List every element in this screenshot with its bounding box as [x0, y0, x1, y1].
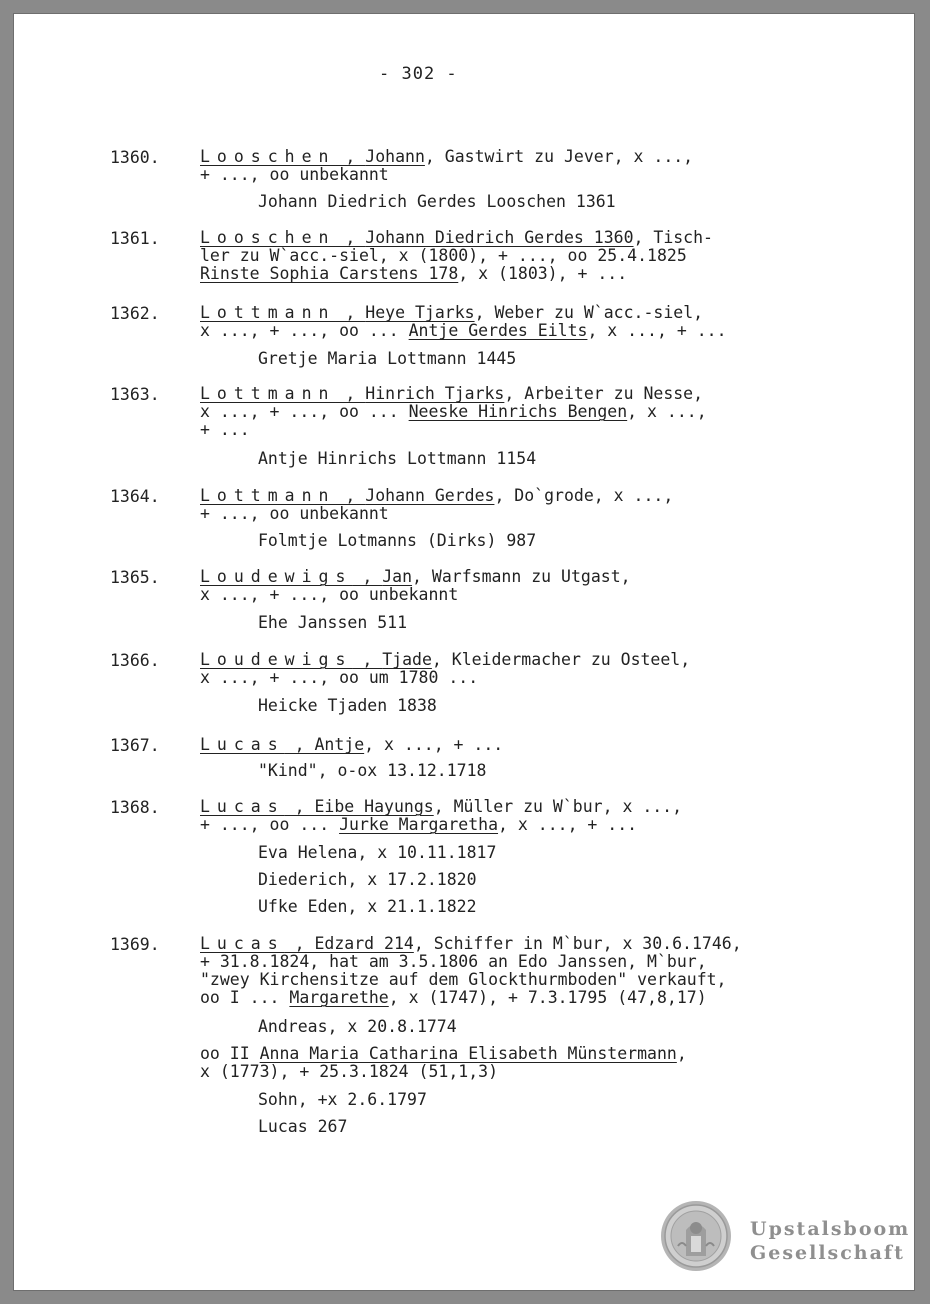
surname: Lucas: [200, 735, 285, 754]
entry-number: 1368.: [110, 798, 160, 817]
entry-line: x (1773), + 25.3.1824 (51,1,3): [200, 1062, 499, 1081]
entry-line: Looschen , Johann Diedrich Gerdes 1360, Tisch-: [200, 228, 713, 247]
child: "Kind", o-ox 13.12.1718: [258, 761, 487, 780]
entry-number: 1366.: [110, 651, 160, 670]
surname: Lottmann: [200, 486, 336, 505]
child: Ehe Janssen 511: [258, 613, 408, 632]
entry-line: x ..., + ..., oo unbekannt: [200, 585, 459, 604]
spouse-name: Antje Gerdes Eilts: [408, 321, 588, 340]
entry-number: 1363.: [110, 385, 160, 404]
given-name: Johann: [365, 147, 425, 166]
given-name: Johann Gerdes: [365, 486, 495, 505]
given-name: Edzard 214: [314, 934, 414, 953]
child: Antje Hinrichs Lottmann 1154: [258, 449, 537, 468]
surname: Lucas: [200, 934, 285, 953]
society-seal-icon: [660, 1200, 732, 1272]
entry-number: 1364.: [110, 487, 160, 506]
given-name: Antje: [314, 735, 365, 754]
spouse-name: Jurke Margaretha: [339, 815, 499, 834]
second-marriage-line: oo II Anna Maria Catharina Elisabeth Münstermann,: [200, 1044, 687, 1063]
entry-line: + 31.8.1824, hat am 3.5.1806 an Edo Janssen, M`bur,: [200, 952, 707, 971]
surname: Looschen: [200, 228, 336, 247]
child: Lucas 267: [258, 1117, 348, 1136]
entry-line: ler zu W`acc.-siel, x (1800), + ..., oo 25.4.1825: [200, 246, 687, 265]
entry-line: oo I ... Margarethe, x (1747), + 7.3.1795 (47,8,17): [200, 988, 707, 1007]
spouse-name: Rinste Sophia Carstens 178: [200, 264, 459, 283]
spouse-name: Margarethe: [289, 988, 389, 1007]
document-page: [14, 14, 914, 1290]
genealogy-text: [14, 14, 914, 1290]
spouse-name: Neeske Hinrichs Bengen: [408, 402, 628, 421]
entry-line: Loudewigs , Jan, Warfsmann zu Utgast,: [200, 567, 631, 586]
entry-number: 1367.: [110, 736, 160, 755]
entry-line: + ..., oo unbekannt: [200, 504, 389, 523]
given-name: Eibe Hayungs: [314, 797, 434, 816]
entry-line: Loudewigs , Tjade, Kleidermacher zu Osteel,: [200, 650, 691, 669]
child: Andreas, x 20.8.1774: [258, 1017, 457, 1036]
entry-line: x ..., + ..., oo ... Neeske Hinrichs Bengen, x ...,: [200, 402, 707, 421]
entry-line: Lucas , Edzard 214, Schiffer in M`bur, x 30.6.1746,: [200, 934, 742, 953]
child: Sohn, +x 2.6.1797: [258, 1090, 427, 1109]
entry-line: Rinste Sophia Carstens 178, x (1803), + ...: [200, 264, 628, 283]
entry-line: Lottmann , Heye Tjarks, Weber zu W`acc.-siel,: [200, 303, 704, 322]
entry-number: 1362.: [110, 304, 160, 323]
entry-line: "zwey Kirchensitze auf dem Glockthurmboden" verkauft,: [200, 970, 727, 989]
given-name: Heye Tjarks: [365, 303, 475, 322]
child: Folmtje Lotmanns (Dirks) 987: [258, 531, 537, 550]
given-name: Hinrich Tjarks: [365, 384, 505, 403]
given-name: Johann Diedrich Gerdes 1360: [365, 228, 634, 247]
child: Diederich, x 17.2.1820: [258, 870, 477, 889]
child: Johann Diedrich Gerdes Looschen 1361: [258, 192, 616, 211]
surname: Lucas: [200, 797, 285, 816]
surname: Lottmann: [200, 303, 336, 322]
entry-number: 1369.: [110, 935, 160, 954]
entry-line: Lottmann , Johann Gerdes, Do`grode, x ...,: [200, 486, 674, 505]
entry-number: 1365.: [110, 568, 160, 587]
surname: Lottmann: [200, 384, 336, 403]
child: Ufke Eden, x 21.1.1822: [258, 897, 477, 916]
given-name: Tjade: [382, 650, 432, 669]
surname: Loudewigs: [200, 567, 353, 586]
entry-line: Lottmann , Hinrich Tjarks, Arbeiter zu Nesse,: [200, 384, 704, 403]
entry-line: x ..., + ..., oo um 1780 ...: [200, 668, 479, 687]
surname: Looschen: [200, 147, 336, 166]
child: Eva Helena, x 10.11.1817: [258, 843, 497, 862]
child: Heicke Tjaden 1838: [258, 696, 437, 715]
entry-number: 1360.: [110, 148, 160, 167]
surname: Loudewigs: [200, 650, 353, 669]
entry-line: x ..., + ..., oo ... Antje Gerdes Eilts, x ..., + ...: [200, 321, 727, 340]
society-name: Upstalsboom Gesellschaft: [750, 1218, 911, 1264]
child: Gretje Maria Lottmann 1445: [258, 349, 517, 368]
entry-line: Lucas , Eibe Hayungs, Müller zu W`bur, x ...,: [200, 797, 683, 816]
given-name: Jan: [382, 567, 413, 586]
entry-line: + ...: [200, 420, 250, 439]
entry-number: 1361.: [110, 229, 160, 248]
entry-line: Lucas , Antje, x ..., + ...: [200, 735, 504, 754]
entry-line: Looschen , Johann, Gastwirt zu Jever, x ...,: [200, 147, 694, 166]
spouse-name: Anna Maria Catharina Elisabeth Münstermann: [259, 1044, 677, 1063]
page-number: - 302 -: [379, 64, 458, 84]
entry-line: + ..., oo unbekannt: [200, 165, 389, 184]
entry-line: + ..., oo ... Jurke Margaretha, x ..., + ...: [200, 815, 638, 834]
